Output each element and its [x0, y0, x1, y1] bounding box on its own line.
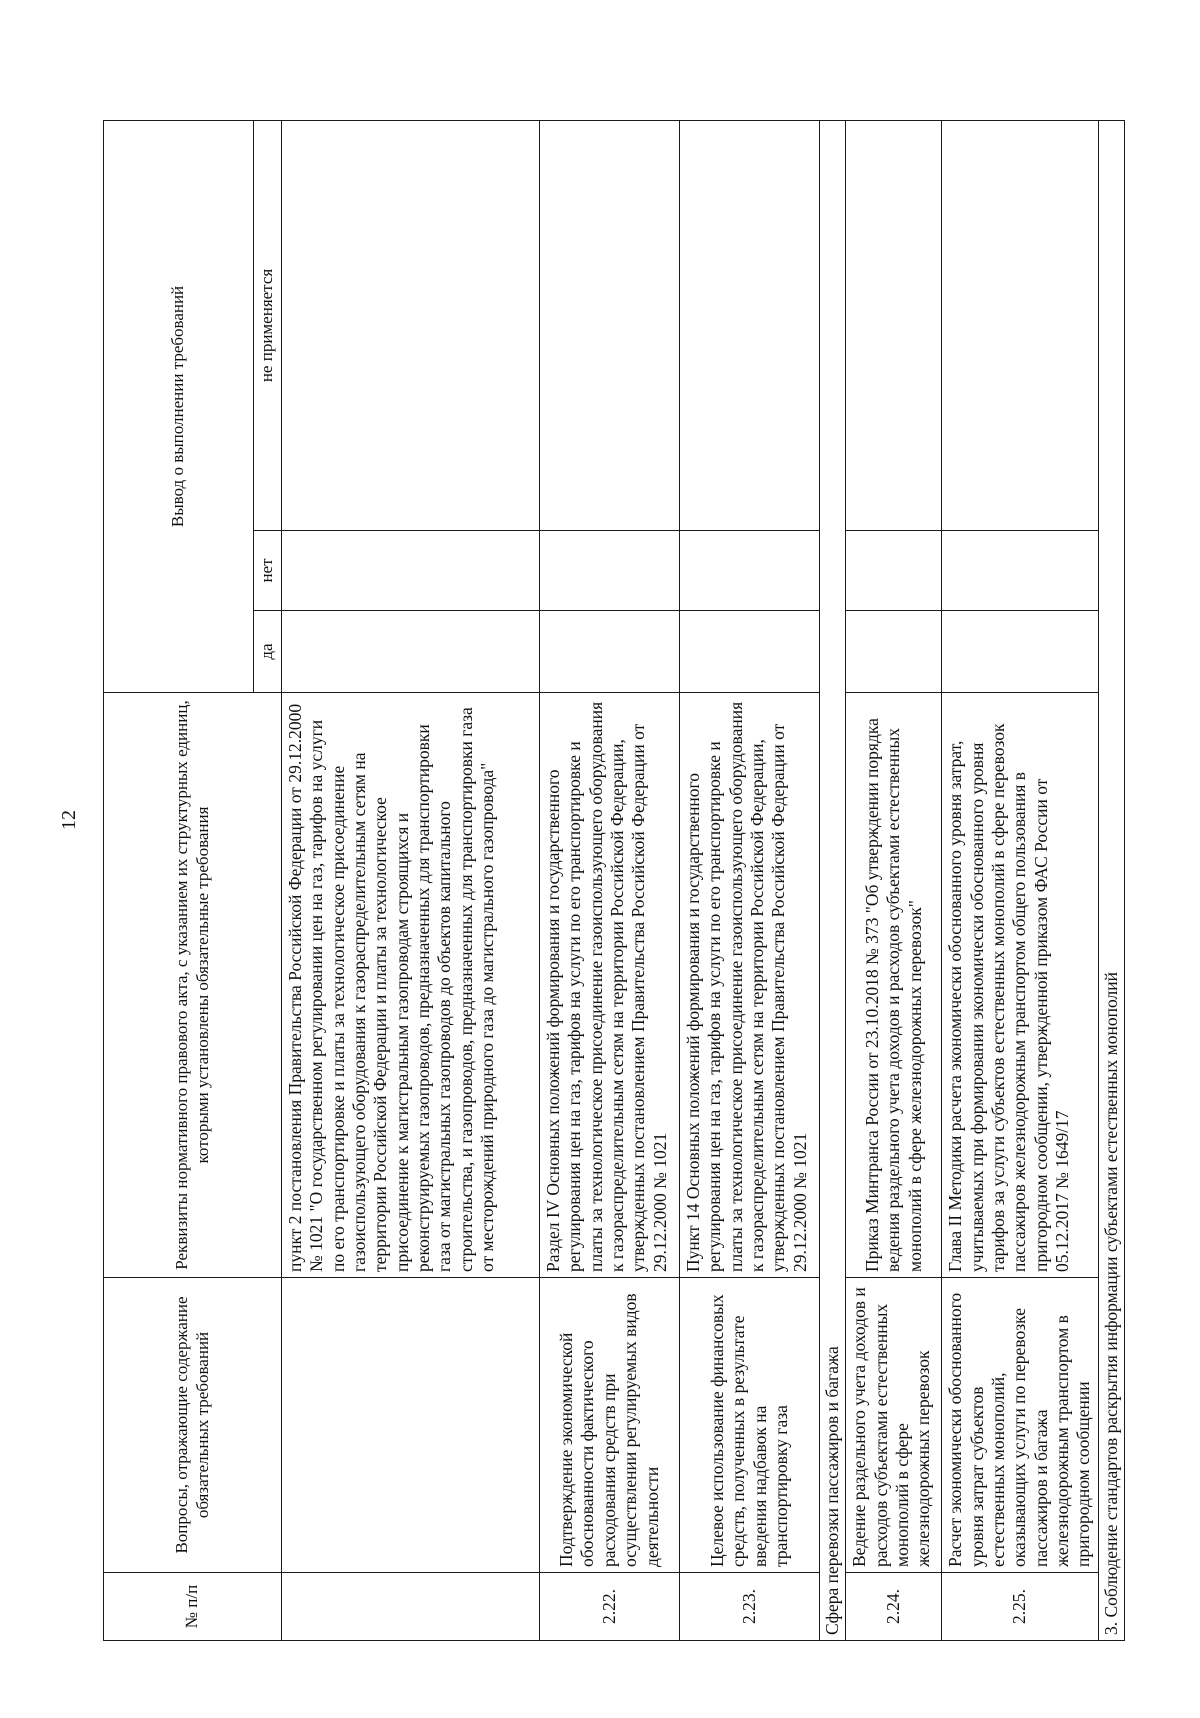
row-num: 2.22.	[540, 1573, 680, 1641]
row-no-cell	[282, 531, 540, 611]
row-question	[282, 1278, 540, 1573]
row-no-cell	[942, 531, 1098, 611]
section-title-passenger: Сфера перевозки пассажиров и багажа	[820, 120, 846, 1640]
row-yes-cell	[540, 611, 680, 693]
section-row-standards	[1098, 120, 1124, 1640]
row-question: Расчет экономически обоснованного уровня затрат субъектов естественных монополий, оказывающих услуги по перевозке пассажиров и багажа железнодорожным транспортом в пригородном сообщении	[942, 1278, 1098, 1573]
row-act: Глава II Методики расчета экономически обоснованного уровня затрат, учитываемых при формировании экономически обоснованного уровня тарифов за услуги субъектов естественных монополий в сфере перевозок пассажиров железнодорожным транспортом общего пользования в пригородном сообщении, утвержденной приказом ФАС России от 05.12.2017 № 1649/17	[942, 693, 1098, 1278]
row-no-cell	[680, 531, 820, 611]
row-num	[282, 1573, 540, 1641]
row-num: 2.23.	[680, 1573, 820, 1641]
row-yes-cell	[846, 611, 942, 693]
row-yes-cell	[942, 611, 1098, 693]
row-na-cell	[680, 120, 820, 530]
header-act: Реквизиты нормативного правового акта, с указанием их структурных единиц, которыми установлены обязательные требования	[104, 693, 282, 1278]
row-act: пункт 2 постановления Правительства Российской Федерации от 29.12.2000 № 1021 "О государственном регулировании цен на газ, тарифов на услуги по его транспортировке и платы за технологическое присоединение газоиспользующего оборудования к газораспределительным сетям на территории Российской Федерации и платы за технологическое присоединение к магистральным газопроводам строящихся и реконструируемых газопроводов, предназначенных для транспортировки газа от магистральных газопроводов до объектов капитального строительства, и газопроводов, предназначенных для транспортировки газа от месторождений природного газа до магистрального газопровода"	[282, 693, 540, 1278]
row-act: Раздел IV Основных положений формирования и государственного регулирования цен на газ, тарифов на услуги по его транспортировке и платы за технологическое присоединение газоиспользующего оборудования к газораспределительным сетям на территории Российской Федерации, утвержденных постановлением Правительства Российской Федерации от 29.12.2000 № 1021	[540, 693, 680, 1278]
row-question: Подтверждение экономической обоснованности фактического расходования средств при осуществлении регулируемых видов деятельности	[540, 1278, 680, 1573]
row-no-cell	[540, 531, 680, 611]
header-yes: да	[254, 611, 282, 693]
row-na-cell	[942, 120, 1098, 530]
page-number: 12	[58, 810, 80, 830]
row-yes-cell	[282, 611, 540, 693]
row-act: Пункт 14 Основных положений формирования и государственного регулирования цен на газ, тарифов на услуги по его транспортировке и платы за технологическое присоединение газоиспользующего оборудования к газораспределительным сетям на территории Российской Федерации, утвержденных постановлением Правительства Российской Федерации от 29.12.2000 № 1021	[680, 693, 820, 1278]
table-row	[540, 120, 680, 1640]
row-no-cell	[846, 531, 942, 611]
row-num: 2.24.	[846, 1573, 942, 1641]
row-question: Целевое использование финансовых средств, полученных в результате введения надбавок на транспортировку газа	[680, 1278, 820, 1573]
header-num: № п/п	[104, 1573, 282, 1641]
table-row	[846, 120, 942, 1640]
header-question: Вопросы, отражающие содержание обязательных требований	[104, 1278, 282, 1573]
row-na-cell	[846, 120, 942, 530]
row-question: Ведение раздельного учета доходов и расходов субъектами естественных монополий в сфере железнодорожных перевозок	[846, 1278, 942, 1573]
requirements-table	[103, 120, 1125, 1641]
table-row	[680, 120, 820, 1640]
row-num: 2.25.	[942, 1573, 1098, 1641]
table-row	[282, 120, 540, 1640]
row-act: Приказ Минтранса России от 23.10.2018 № 373 "Об утверждении порядка ведения раздельного учета доходов и расходов субъектами естественных монополий в сфере железнодорожных перевозок"	[846, 693, 942, 1278]
row-na-cell	[540, 120, 680, 530]
row-yes-cell	[680, 611, 820, 693]
table-row	[942, 120, 1098, 1640]
header-no: нет	[254, 531, 282, 611]
requirements-table-rotated	[103, 121, 1121, 1641]
header-na: не применяется	[254, 120, 282, 530]
header-conclusion: Вывод о выполнении требований	[104, 120, 254, 692]
section-title-standards: 3. Соблюдение стандартов раскрытия информации субъектами естественных монополий	[1098, 120, 1124, 1640]
section-row-passenger	[820, 120, 846, 1640]
row-na-cell	[282, 120, 540, 530]
